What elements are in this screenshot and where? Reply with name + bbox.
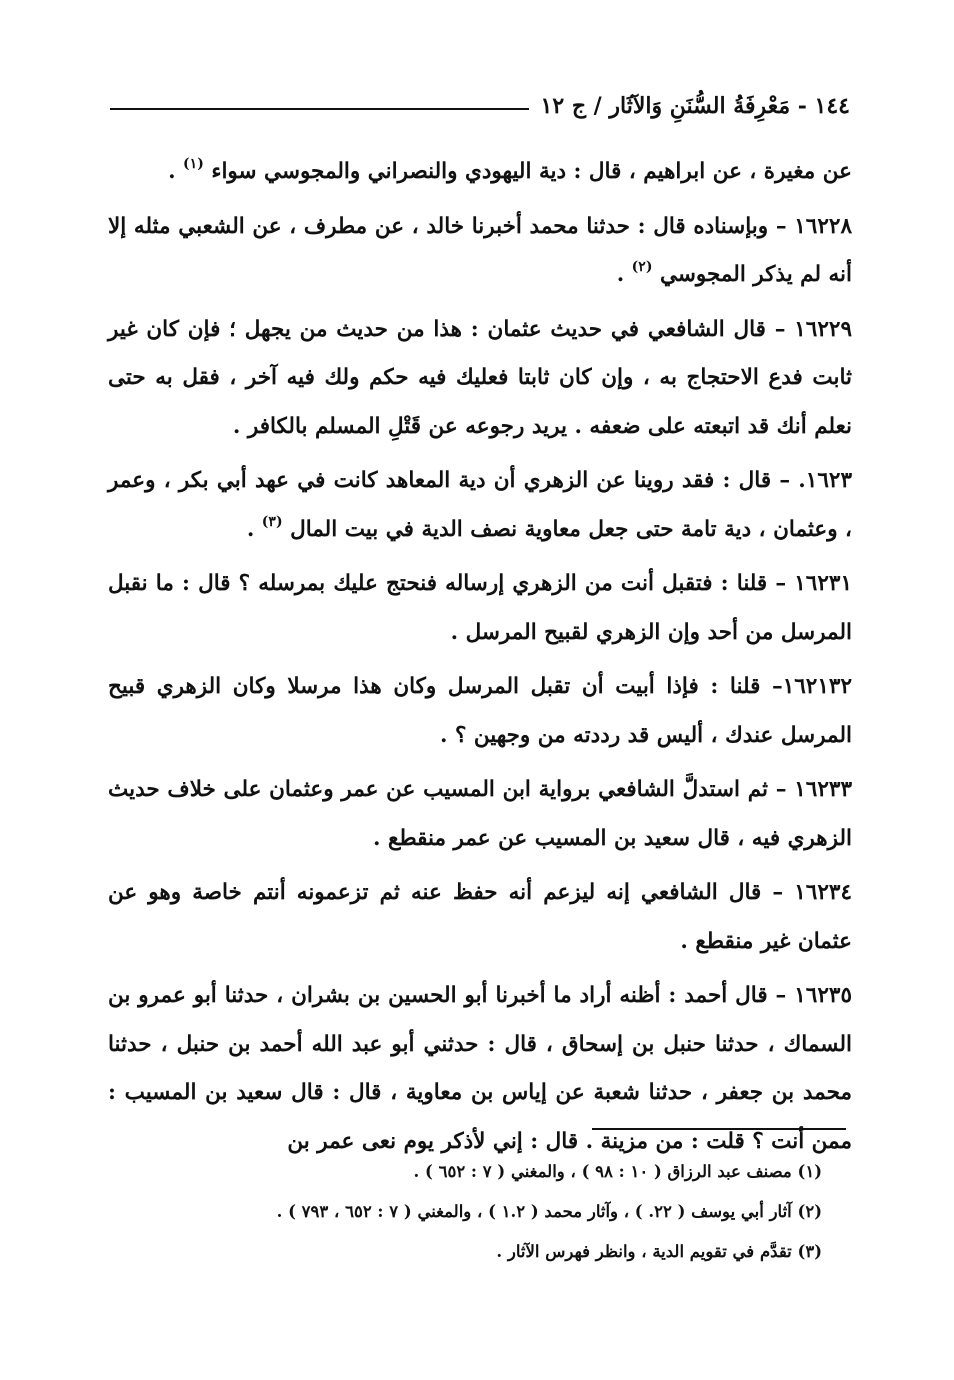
main-text bbox=[108, 148, 852, 1172]
paragraph bbox=[108, 148, 852, 197]
paragraph-text: ١٦٢٣. – قال : فقد روينا عن الزهري أن دية المعاهد كانت في عهد أبي بكر ، وعمر ، وعثمان ، دية تامة حتى جعل معاوية نصف الدية في بيت المال bbox=[108, 468, 852, 542]
paragraph-text: ١٦٢٣٥ – قال أحمد : أظنه أراد ما أخبرنا أبو الحسين بن بشران ، حدثنا أبو عمرو بن السماك ، حدثنا حنبل بن إسحاق ، قال : حدثني أبو عبد الله أحمد بن حنبل ، حدثنا محمد بن جعفر ، حدثنا شعبة عن إياس بن معاوية ، قال : قال سعيد بن المسيب : ممن أنت ؟ قلت : من مزينة . قال : إني لأذكر يوم نعى عمر بن bbox=[108, 983, 852, 1154]
footnote: (٢) آثار أبي يوسف ( ٢٢. ) ، وآثار محمد ( ١.٢ ) ، والمغني ( ٧ : ٦٥٢ ، ٧٩٣ ) . bbox=[276, 1202, 822, 1221]
footnote-ref: (١) bbox=[183, 156, 204, 172]
paragraph bbox=[108, 663, 852, 760]
paragraph-text: ١٦٢٣٣ – ثم استدلَّ الشافعي برواية ابن المسيب عن عمر وعثمان على خلاف حديث الزهري فيه ، قال سعيد بن المسيب عن عمر منقطع . bbox=[108, 777, 852, 851]
paragraph-text: ١٦٢١٣٢– قلنا : فإذا أبيت أن تقبل المرسل وكان هذا مرسلا وكان الزهري قبيح المرسل عندك ، أليس قد رددته من وجهين ؟ . bbox=[108, 674, 852, 748]
paragraph bbox=[108, 203, 852, 300]
footnote-ref: (٢) bbox=[631, 259, 653, 275]
paragraph-end: . bbox=[616, 262, 632, 287]
header-rule bbox=[110, 108, 529, 110]
paragraph-text: ١٦٢٢٨ – وبإسناده قال : حدثنا محمد أخبرنا خالد ، عن مطرف ، عن الشعبي مثله إلا أنه لم يذكر المجوسي bbox=[108, 213, 852, 287]
paragraph bbox=[108, 306, 852, 452]
paragraph-text: عن مغيرة ، عن ابراهيم ، قال : دية اليهودي والنصراني والمجوسي سواء bbox=[211, 159, 852, 184]
footnote-ref: (٣) bbox=[261, 513, 283, 530]
footnote: (١) مصنف عبد الرزاق ( ١٠ : ٩٨ ) ، والمغني ( ٧ : ٦٥٢ ) . bbox=[413, 1162, 822, 1181]
paragraph-end: . bbox=[246, 516, 262, 542]
footnote: (٣) تقدَّم في تقويم الدية ، وانظر فهرس الآثار . bbox=[496, 1242, 822, 1261]
paragraph-end: . bbox=[168, 159, 184, 184]
running-header-title: ١٤٤ - مَعْرِفَةُ السُّنَنِ وَالآثَار / ج ١٢ bbox=[540, 93, 850, 119]
footnotes bbox=[108, 1152, 822, 1272]
paragraph bbox=[108, 560, 852, 657]
paragraph bbox=[108, 457, 852, 554]
paragraph bbox=[108, 766, 852, 863]
page-header bbox=[110, 86, 850, 126]
paragraph bbox=[108, 972, 852, 1166]
footnote-separator bbox=[592, 1128, 846, 1130]
paragraph-text: ١٦٢٣١ – قلنا : فتقبل أنت من الزهري إرساله فنحتج عليك بمرسله ؟ قال : ما نقبل المرسل من أحد وإن الزهري لقبيح المرسل . bbox=[108, 571, 852, 645]
paragraph bbox=[108, 869, 852, 966]
paragraph-text: ١٦٢٢٩ – قال الشافعي في حديث عثمان : هذا من حديث من يجهل ؛ فإن كان غير ثابت فدع الاحتجاج به ، وإن كان ثابتا فعليك فيه حكم ولك فيه آخر ، فقل به حتى نعلم أنك قد اتبعته على ضعفه . يريد رجوعه عن قَتْلِ المسلم بالكافر . bbox=[108, 316, 852, 439]
paragraph-text: ١٦٢٣٤ – قال الشافعي إنه ليزعم أنه حفظ عنه ثم تزعمونه أنتم خاصة وهو عن عثمان غير منقطع . bbox=[108, 880, 852, 954]
